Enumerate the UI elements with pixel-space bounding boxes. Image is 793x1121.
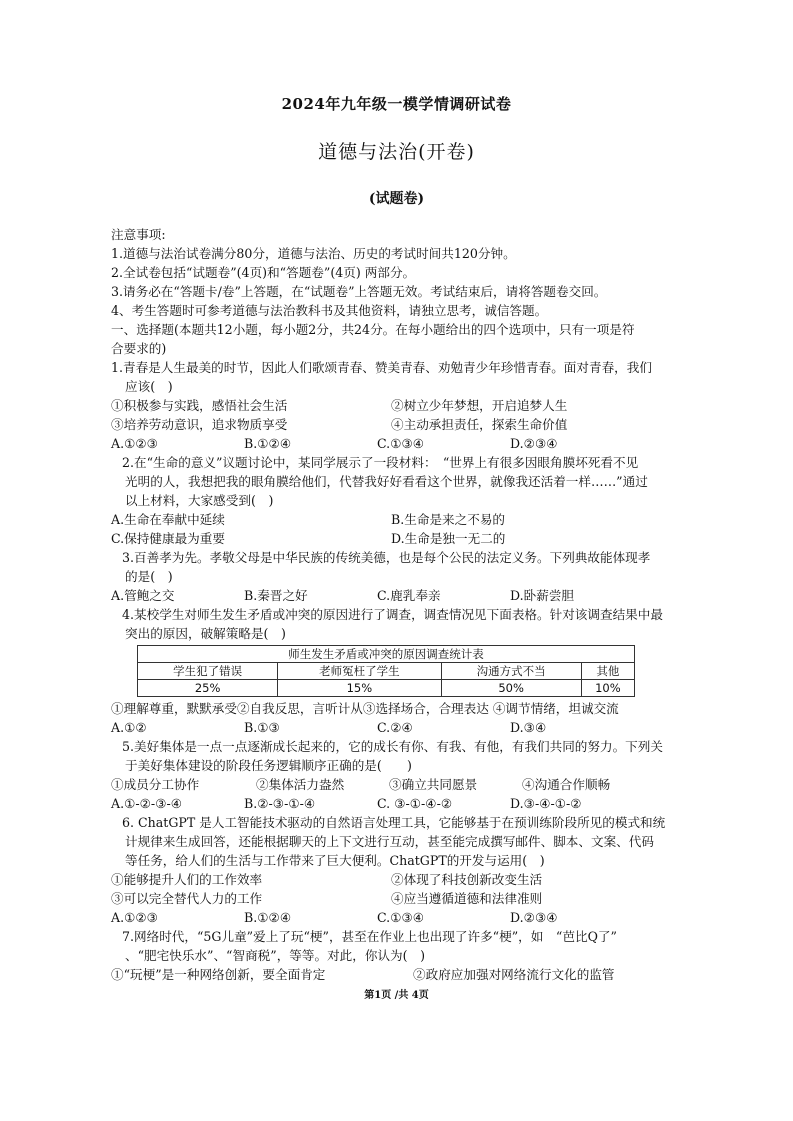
choice-b: B.①③ <box>244 720 280 735</box>
statement: ②集体活力盎然 <box>256 777 345 792</box>
question-4-stem-cont: 突出的原因，破解策略是( ) <box>125 626 286 641</box>
statement: ①“玩梗”是一种网络创新，要全面肯定 <box>111 967 326 982</box>
table-header-cell: 学生犯了错误 <box>138 663 278 680</box>
exam-body <box>111 225 693 984</box>
statement: ④沟通合作顺畅 <box>522 777 611 792</box>
choice-c: C.①③④ <box>377 910 425 925</box>
question-7-stem-cont: 、“肥宅快乐水”、“智商税”，等等。对此，你认为( ) <box>125 948 426 963</box>
question-5-statements <box>111 775 693 794</box>
statement: ①能够提升人们的工作效率 <box>111 872 263 887</box>
choice-c: C.鹿乳奉亲 <box>377 588 441 603</box>
question-6-stem-cont: 等任务，给人们的生活与工作带来了巨大便利。ChatGPT的开发与运用( ) <box>125 853 545 868</box>
note-item: 4、考生答题时可参考道德与法治教科书及其他资料，请独立思考，诚信答题。 <box>111 303 548 318</box>
exam-title: 2024年九年级一模学情调研试卷 <box>281 95 512 113</box>
question-1-statements <box>111 396 693 415</box>
choice-a: A.①②③ <box>111 910 158 925</box>
statement: ③可以完全替代人力的工作 <box>111 891 263 906</box>
choice-b: B.秦晋之好 <box>244 588 308 603</box>
question-3-stem: 3.百善孝为先。孝敬父母是中华民族的传统美德，也是每个公民的法定义务。下列典故能体现孝 <box>122 550 651 565</box>
choice-c: C.①③④ <box>377 436 425 451</box>
choice-a: A.管鲍之交 <box>111 588 175 603</box>
choice-b: B.②-③-①-④ <box>244 796 316 811</box>
statement: ③培养劳动意识，追求物质享受 <box>111 417 288 432</box>
table-cell: 25% <box>138 680 278 697</box>
question-2-choices <box>111 529 693 548</box>
question-1-choices <box>111 434 693 453</box>
table-caption: 师生发生矛盾或冲突的原因调查统计表 <box>138 646 635 663</box>
statement: ④应当遵循道德和法律准则 <box>391 891 543 906</box>
table-cell: 15% <box>278 680 441 697</box>
choice-a: A.①②③ <box>111 436 158 451</box>
question-7-stem: 7.网络时代，“5G儿童”爱上了玩“梗”，甚至在作业上也出现了许多“梗”，如 “芭比Q了” <box>122 929 617 944</box>
note-item: 2.全试卷包括“试题卷”(4页)和“答题卷”(4页) 两部分。 <box>111 265 416 280</box>
table-row <box>138 680 635 697</box>
question-5-stem: 5.美好集体是一点一点逐渐成长起来的，它的成长有你、有我、有他，有我们共同的努力。下列关 <box>122 739 663 754</box>
question-1-stem: 1.青春是人生最美的时节，因此人们歌颂青春、赞美青春、劝勉青少年珍惜青春。面对青春，我们 <box>111 360 652 375</box>
note-item: 1.道德与法治试卷满分80分，道德与法治、历史的考试时间共120分钟。 <box>111 246 516 261</box>
question-3-stem-cont: 的是( ) <box>125 569 173 584</box>
choice-a: A.生命在奉献中延续 <box>111 512 225 527</box>
question-6-statements <box>111 889 693 908</box>
section-heading: 一、选择题(本题共12小题，每小题2分，共24分。在每小题给出的四个选项中，只有一项是符 <box>111 322 635 337</box>
note-item: 3.请务必在“答题卡/卷”上答题，在“试题卷”上答题无效。考试结束后，请将答题卷交回。 <box>111 284 607 299</box>
choice-d: D.③-④-①-② <box>510 796 582 811</box>
table-cell: 10% <box>581 680 634 697</box>
question-2-choices <box>111 510 693 529</box>
question-3-choices <box>111 586 693 605</box>
choice-b: B.①②④ <box>244 910 292 925</box>
question-5-stem-cont: 于美好集体建设的阶段任务逻辑顺序正确的是( ) <box>125 758 412 773</box>
statement: ①成员分工协作 <box>111 777 200 792</box>
section-heading-cont: 合要求的) <box>111 341 167 356</box>
choice-a: A.①-②-③-④ <box>111 796 183 811</box>
page-footer: 第1页 /共 4页 <box>364 990 429 1001</box>
table-header-cell: 老师冤枉了学生 <box>278 663 441 680</box>
choice-d: D.卧薪尝胆 <box>510 588 575 603</box>
statement: ③确立共同愿景 <box>389 777 478 792</box>
question-6-statements <box>111 870 693 889</box>
table-header-cell: 其他 <box>581 663 634 680</box>
question-2-stem: 2.在“生命的意义”议题讨论中，某同学展示了一段材料： “世界上有很多因眼角膜坏死看不见 <box>122 455 639 470</box>
question-4-stem: 4.某校学生对师生发生矛盾或冲突的原因进行了调查，调查情况见下面表格。针对该调查结果中最 <box>122 607 663 622</box>
choice-d: D.②③④ <box>510 910 558 925</box>
statement: ④主动承担责任，探索生命价值 <box>391 417 568 432</box>
question-2-stem-cont: 光明的人，我想把我的眼角膜给他们，代替我好好看看这个世界，就像我还活着一样……”通过 <box>125 474 648 489</box>
statement: ②树立少年梦想，开启追梦人生 <box>391 398 568 413</box>
question-4-choices <box>111 718 693 737</box>
question-6-stem-cont: 计规律来生成回答，还能根据聊天的上下文进行互动，甚至能完成撰写邮件、脚本、文案、代码 <box>125 834 654 849</box>
choice-d: D.生命是独一无二的 <box>391 531 506 546</box>
question-6-choices <box>111 908 693 927</box>
survey-table <box>137 645 635 697</box>
question-4-statements: ①理解尊重，默默承受②自我反思，言听计从③选择场合，合理表达 ④调节情绪，坦诚交流 <box>111 701 619 716</box>
table-cell: 50% <box>441 680 581 697</box>
choice-b: B.①②④ <box>244 436 292 451</box>
statement: ①积极参与实践，感悟社会生活 <box>111 398 288 413</box>
choice-a: A.①② <box>111 720 147 735</box>
notes-heading: 注意事项: <box>111 227 166 242</box>
question-2-stem-cont: 以上材料，大家感受到( ) <box>125 493 274 508</box>
question-1-statements <box>111 415 693 434</box>
choice-c: C.保持健康最为重要 <box>111 531 225 546</box>
choice-d: D.③④ <box>510 720 547 735</box>
choice-c: C.②④ <box>377 720 413 735</box>
paper-label: (试题卷) <box>368 191 425 207</box>
question-7-statements <box>111 965 693 984</box>
statement: ②体现了科技创新改变生活 <box>391 872 543 887</box>
table-header-cell: 沟通方式不当 <box>441 663 581 680</box>
question-6-stem: 6. ChatGPT 是人工智能技术驱动的自然语言处理工具，它能够基于在预训练阶段所见的模式和统 <box>122 815 666 830</box>
choice-c: C. ③-①-④-② <box>377 796 453 811</box>
table-header-row <box>138 663 635 680</box>
statement: ②政府应加强对网络流行文化的监管 <box>413 967 615 982</box>
subject-title: 道德与法治(开卷) <box>318 141 475 163</box>
choice-b: B.生命是来之不易的 <box>391 512 506 527</box>
choice-d: D.②③④ <box>510 436 558 451</box>
question-1-stem-cont: 应该( ) <box>125 379 173 394</box>
question-5-choices <box>111 794 693 813</box>
